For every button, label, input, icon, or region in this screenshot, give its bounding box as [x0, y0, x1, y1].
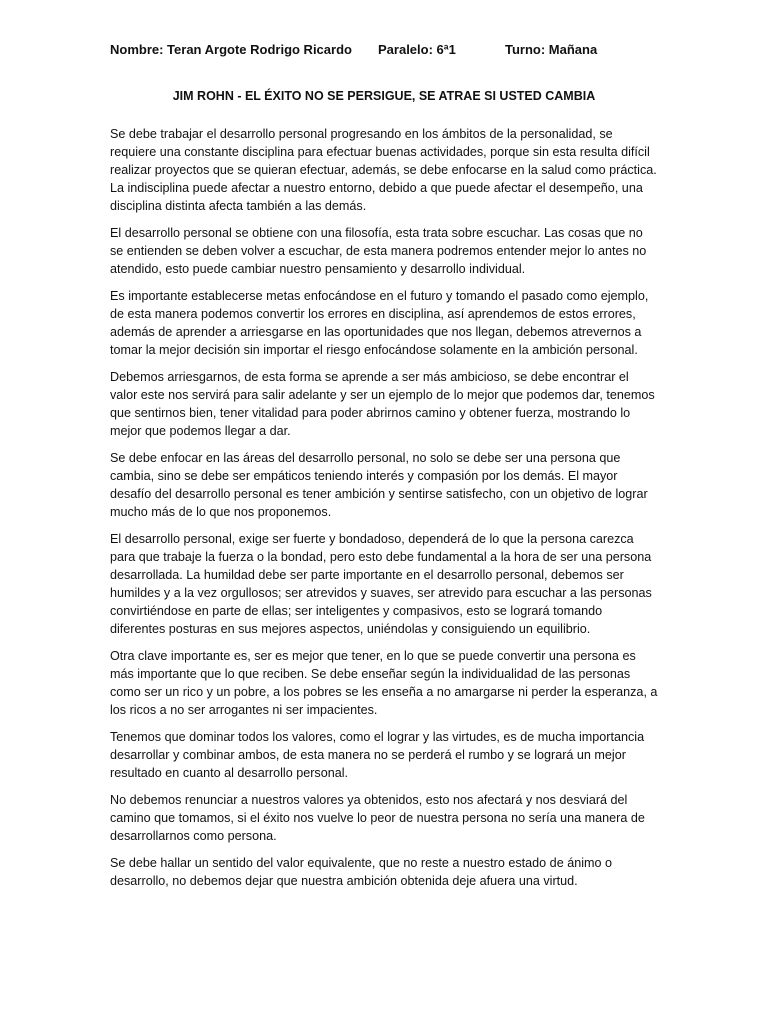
paragraph: Debemos arriesgarnos, de esta forma se aprende a ser más ambicioso, se debe encontrar el valor este nos servirá para salir adelante y ser un ejemplo de lo mejor que podemos dar, tenemos que sentirnos bien, tener vitalidad para poder abrirnos camino y obtener fuerza, mostrando lo mejor que podemos llegar a dar.: [110, 370, 655, 438]
student-name: Nombre: Teran Argote Rodrigo Ricardo: [110, 42, 352, 57]
paragraph: Otra clave importante es, ser es mejor que tener, en lo que se puede convertir una persona es más importante que lo que reciben. Se debe enseñar según la individualidad de las personas como ser un rico y un pobre, a los pobres se les enseña a no amargarse ni perder la esperanza, a los ricos a no ser arrogantes ni ser impacientes.: [110, 649, 658, 717]
paragraph: Tenemos que dominar todos los valores, como el lograr y las virtudes, es de mucha importancia desarrollar y combinar ambos, de esta manera no se perderá el rumbo y se logrará un mejor resultado en cuanto al desarrollo personal.: [110, 730, 645, 780]
paralelo-label: Paralelo: 6ª1: [378, 42, 456, 57]
paragraph: El desarrollo personal, exige ser fuerte y bondadoso, dependerá de lo que la persona carezca para que trabaje la fuerza o la bondad, pero esto debe fundamental a la hora de ser una persona desarrollada. La humildad debe ser parte importante en el desarrollo personal, debemos ser humildes y a la vez orgullosos; ser atrevidos y suaves, ser atrevido para escuchar a las personas convirtiéndose en parte de ellas; ser inteligentes y compasivos, esto se logrará tomando diferentes posturas en sus mejores aspectos, uniéndolas y consiguiendo un equilibrio.: [110, 532, 652, 636]
paragraph: Se debe hallar un sentido del valor equivalente, que no reste a nuestro estado de ánimo o desarrollo, no debemos dejar que nuestra ambición obtenida deje afuera una virtud.: [110, 856, 612, 888]
document-title: JIM ROHN - EL ÉXITO NO SE PERSIGUE, SE ATRAE SI USTED CAMBIA: [172, 89, 596, 103]
paragraph: Se debe enfocar en las áreas del desarrollo personal, no solo se debe ser una persona que cambia, sino se debe ser empáticos teniendo interés y compasión por los demás. El mayor desafío del desarrollo personal es tener ambición y sentirse satisfecho, con un objetivo de lograr mucho más de lo que nos proponemos.: [110, 451, 648, 519]
paragraph: Es importante establecerse metas enfocándose en el futuro y tomando el pasado como ejemplo, de esta manera podemos convertir los errores en disciplina, así aprendemos de estos errores, además de aprender a arriesgarse en las oportunidades que nos llegan, debemos atrevernos a tomar la mejor decisión sin importar el riesgo enfocándose solamente en la ambición personal.: [110, 289, 649, 357]
turno-label: Turno: Mañana: [505, 42, 598, 57]
document-body: [110, 125, 658, 899]
paragraph: Se debe trabajar el desarrollo personal progresando en los ámbitos de la personalidad, se requiere una constante disciplina para efectuar buenas actividades, porque sin esta resulta difícil realizar proyectos que se quieran efectuar, además, se debe enfocarse en la salud como práctica. La indisciplina puede afectar a nuestro entorno, debido a que puede afectar el desempeño, una disciplina distinta afecta también a las demás.: [110, 127, 657, 213]
paragraph: No debemos renunciar a nuestros valores ya obtenidos, esto nos afectará y nos desviará del camino que tomamos, si el éxito nos vuelve lo peor de nuestra persona no sería una manera de desarrollarnos como persona.: [110, 793, 645, 843]
document-header: [110, 42, 670, 62]
paragraph: El desarrollo personal se obtiene con una filosofía, esta trata sobre escuchar. Las cosas que no se entienden se deben volver a escuchar, de esta manera podremos entender mejor lo antes no atendido, esto puede cambiar nuestro pensamiento y desarrollo individual.: [110, 226, 647, 276]
